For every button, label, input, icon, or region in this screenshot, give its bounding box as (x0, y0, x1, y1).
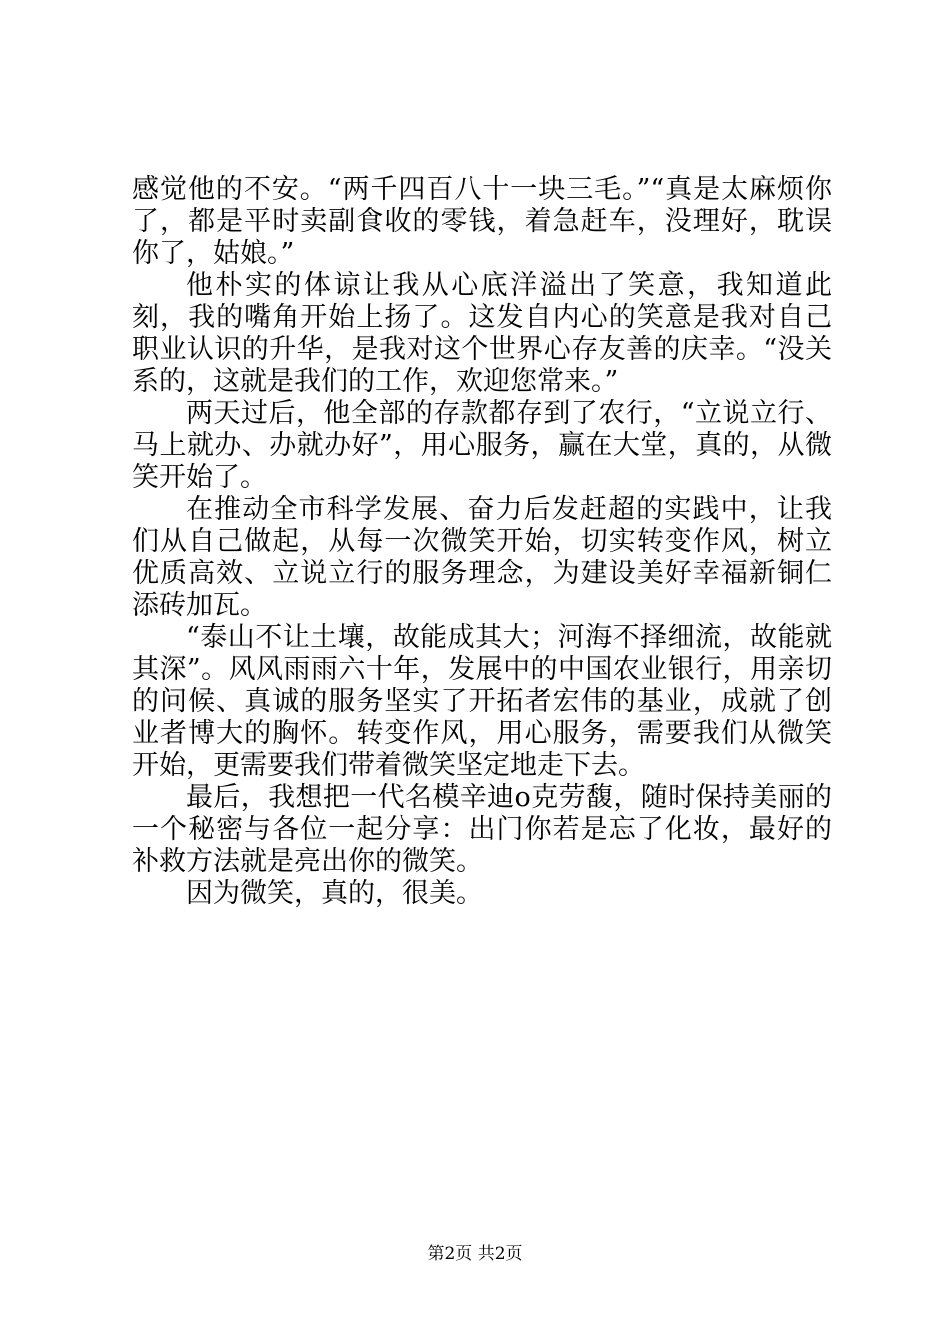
paragraph: 他朴实的体谅让我从心底洋溢出了笑意，我知道此刻，我的嘴角开始上扬了。这发自内心的笑意是我对自己职业认识的升华，是我对这个世界心存友善的庆幸。“没关系的，这就是我们的工作，欢迎您常来。” (132, 270, 832, 397)
document-body (132, 174, 832, 910)
paragraph-closing: 因为微笑，真的，很美。 (186, 878, 483, 909)
paragraph: “泰山不让土壤，故能成其大；河海不择细流，故能就其深”。风风雨雨六十年，发展中的中国农业银行，用亲切的问候、真诚的服务坚实了开拓者宏伟的基业，成就了创业者博大的胸怀。转变作风，用心服务，需要我们从微笑开始，更需要我们带着微笑坚定地走下去。 (132, 622, 832, 781)
paragraph: 最后，我想把一代名模辛迪o克劳馥，随时保持美丽的一个秘密与各位一起分享：出门你若是忘了化妆，最好的补救方法就是亮出你的微笑。 (132, 782, 832, 877)
page-number-footer: 第2页 共2页 (427, 1244, 523, 1264)
paragraph-continued: 感觉他的不安。“两千四百八十一块三毛。”“真是太麻烦你了，都是平时卖副食收的零钱，着急赶车，没理好，耽误你了，姑娘。” (132, 174, 832, 269)
paragraph: 两天过后，他全部的存款都存到了农行，“立说立行、马上就办、办就办好”，用心服务，赢在大堂，真的，从微笑开始了。 (132, 398, 832, 493)
paragraph: 在推动全市科学发展、奋力后发赶超的实践中，让我们从自己做起，从每一次微笑开始，切实转变作风，树立优质高效、立说立行的服务理念，为建设美好幸福新铜仁添砖加瓦。 (132, 494, 832, 621)
